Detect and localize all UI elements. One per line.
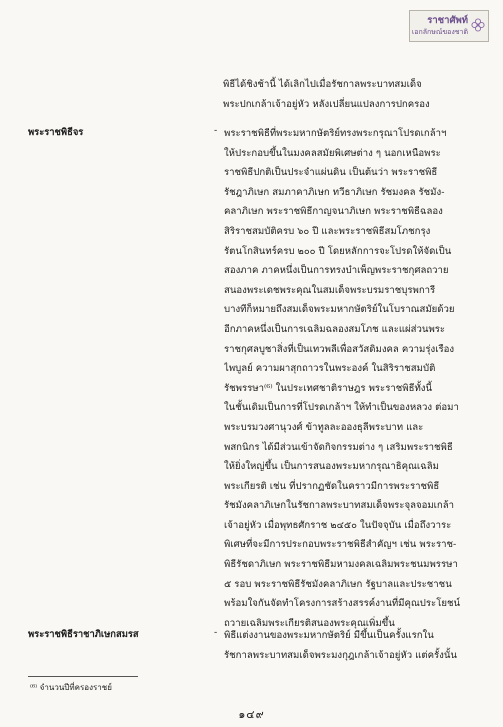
text-line: รัชพรรษา⁽⁶⁾ ในประเทศชาติราษฎร พระราชพิธีทั้งนี้ <box>224 382 433 394</box>
section-body <box>224 626 484 665</box>
text-line: พร้อมใจกันจัดทำโครงการสร้างสรรค์งานที่มีคุณประโยชน์ <box>224 598 461 610</box>
text-line: พสกนิกร ได้มีส่วนเข้าจัดกิจกรรมต่าง ๆ เสริมพระราชพิธี <box>224 441 453 453</box>
text-line: รัชกาลพระบาทสมเด็จพระมงกุฎเกล้าเจ้าอยู่หัว แต่ครั้งนั้น <box>224 649 457 661</box>
text-line: คลาภิเษก พระราชพิธีกาญจนาภิเษก พระราชพิธีฉลอง <box>224 206 443 218</box>
text-line: สนองพระเดชพระคุณในสมเด็จพระบรมราชบุรพการี <box>224 284 436 296</box>
flower-emblem-icon <box>471 18 485 32</box>
section-body <box>224 124 484 633</box>
text-line: ไพบูลย์ ความผาสุกถาวรในพระองค์ ในสิริราชสมบัติ <box>224 363 436 375</box>
text-line: บางทีก็หมายถึงสมเด็จพระมหากษัตริย์ในโบราณสมัยด้วย <box>224 304 455 316</box>
page-number: ๑๔๙ <box>238 708 265 721</box>
bullet-dash: - <box>214 125 218 136</box>
text-line: รัชมังคลาภิเษกในรัชกาลพระบาทสมเด็จพระจุลจอมเกล้า <box>224 500 455 512</box>
text-line: พิเศษที่จะมีการประกอบพระราชพิธีสำคัญฯ เช่น พระราช- <box>224 539 457 551</box>
bullet-dash: - <box>214 627 218 638</box>
text-line: รัชฎาภิเษก สมภาคาภิเษก ทวีธาภิเษก รัชมงคล รัชมัง- <box>224 186 445 198</box>
brand-logo-box <box>409 10 489 42</box>
text-line: ราชพิธีปกติเป็นประจำแผ่นดิน เป็นต้นว่า พระราชพิธี <box>224 167 438 179</box>
text-line: พระปกเกล้าเจ้าอยู่หัว หลังเปลี่ยนแปลงการปกครอง <box>223 98 430 110</box>
text-line: ๕ รอบ พระราชพิธีรัชมังคลาภิเษก รัฐบาลและประชาชน <box>224 578 452 590</box>
text-line: รัตนโกสินทร์ครบ ๒๐๐ ปี โดยหลักการจะโปรดให้จัดเป็น <box>224 245 452 257</box>
text-line: ให้ประกอบขึ้นในมงคลสมัยพิเศษต่าง ๆ นอกเหนือพระ <box>224 147 441 159</box>
text-line: พระเกียรติ เช่น ที่ปรากฏชัดในคราวมีการพระราชพิธี <box>224 480 440 492</box>
text-line: ราชกุศลบูชาสิ่งที่เป็นเทวพลีเพื่อสวัสดิมงคล ความรุ่งเรือง <box>224 343 455 355</box>
brand-name: ราชาศัพท์ <box>427 15 468 26</box>
text-line: ในชั้นเดิมเป็นการที่โปรดเกล้าฯ ให้ทำเป็นของหลวง ต่อมา <box>224 402 459 414</box>
text-line: พระบรมวงศานุวงศ์ ข้าทูลละอองธุลีพระบาท และ <box>224 421 424 433</box>
text-line: พระราชพิธีที่พระมหากษัตริย์ทรงพระกรุณาโปรดเกล้าฯ <box>224 128 447 139</box>
text-line: ให้ยิ่งใหญ่ขึ้น เป็นการสนองพระมหากรุณาธิคุณเฉลิม <box>224 461 439 473</box>
footnote: ⁽⁶⁾ จำนวนปีที่ครองราชย์ <box>30 683 112 692</box>
text-line: สองภาค ภาคหนึ่งเป็นการทรงบำเพ็ญพระราชกุศลถวาย <box>224 265 449 277</box>
intro-paragraph <box>223 75 483 114</box>
text-line: พิธีได้ชิงช้านี้ ได้เลิกไปเมื่อรัชกาลพระบาทสมเด็จ <box>223 79 422 90</box>
text-line: เจ้าอยู่หัว เมื่อพุทธศักราช ๒๔๕๐ ในปัจจุบัน เมื่อถึงวาระ <box>224 519 452 531</box>
brand-subtitle: เอกลักษณ์ของชาติ <box>411 28 468 36</box>
text-line: พิธีแต่งงานของพระมหากษัตริย์ มีขึ้นเป็นครั้งแรกใน <box>224 630 434 641</box>
section-title: พระราชพิธีราชาภิเษกสมรส <box>28 629 139 640</box>
footnote-divider <box>28 676 138 677</box>
text-line: สิริราชสมบัติครบ ๖๐ ปี และพระราชพิธีสมโภชกรุง <box>224 225 431 237</box>
text-line: ถวายเฉลิมพระเกียรติสนองพระคุณเพิ่มขึ้น <box>224 617 395 629</box>
section-title: พระราชพิธีจร <box>28 127 84 138</box>
text-line: อีกภาคหนึ่งเป็นการเฉลิมฉลองสมโภช และแผ่ส่วนพระ <box>224 323 446 335</box>
text-line: พิธีรัชดาภิเษก พระราชพิธีมหามงคลเฉลิมพระชนมพรรษา <box>224 559 458 571</box>
